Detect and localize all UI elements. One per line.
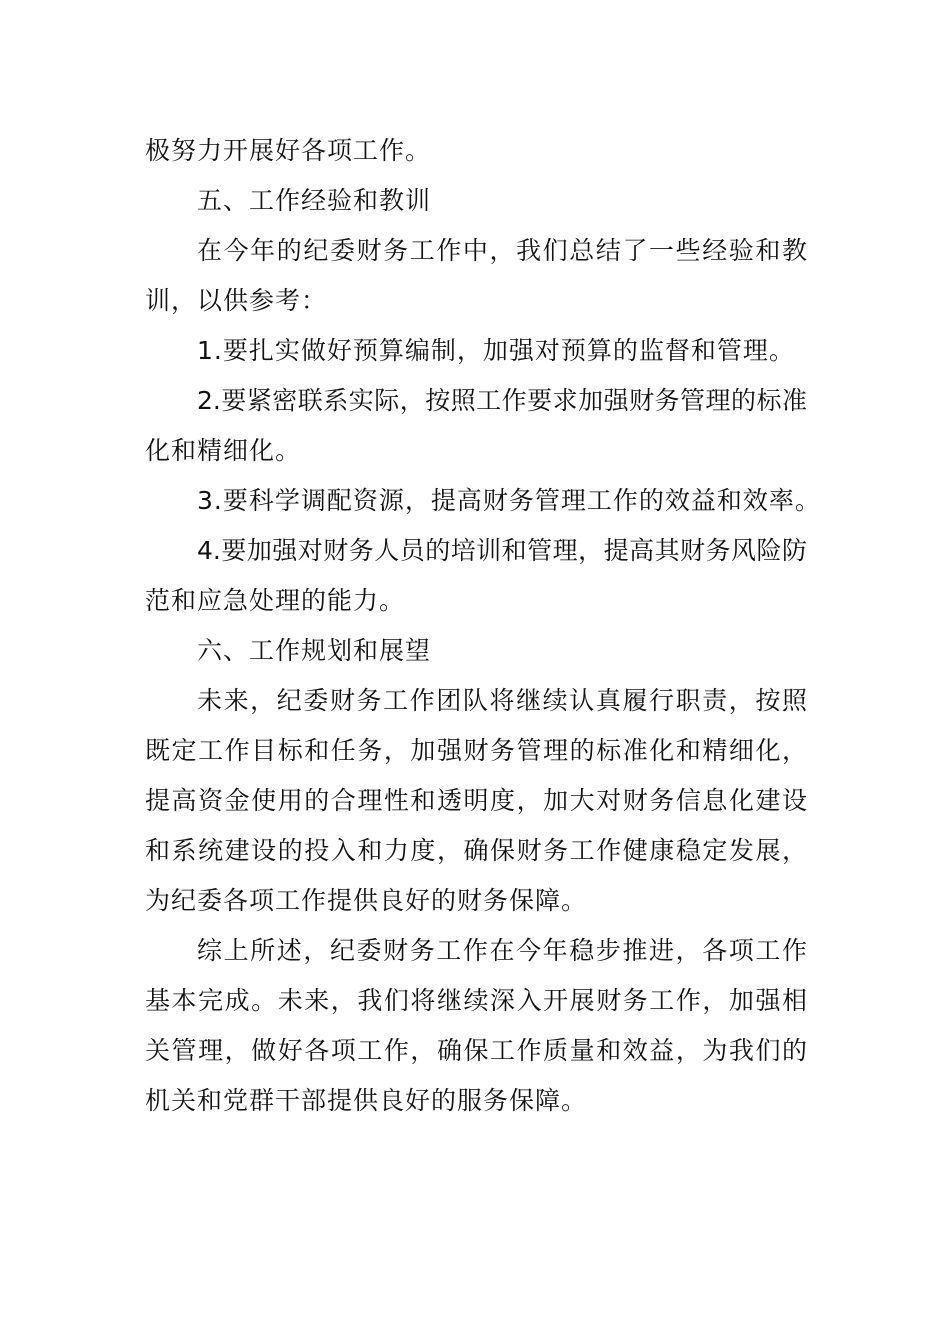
document-page (145, 126, 821, 1126)
text-line: 基本完成。未来，我们将继续深入开展财务工作，加强相 (145, 986, 807, 1015)
text-line: 为纪委各项工作提供良好的财务保障。 (145, 886, 588, 915)
text-line: 范和应急处理的能力。 (145, 586, 406, 615)
text-line: 1.要扎实做好预算编制，加强对预算的监督和管理。 (197, 336, 795, 365)
text-line: 六、工作规划和展望 (197, 636, 432, 665)
text-line: 提高资金使用的合理性和透明度，加大对财务信息化建设 (145, 786, 807, 815)
text-line: 化和精细化。 (145, 436, 302, 465)
text-line: 极努力开展好各项工作。 (145, 136, 432, 165)
text-line: 3.要科学调配资源，提高财务管理工作的效益和效率。 (197, 486, 821, 515)
text-line: 4.要加强对财务人员的培训和管理，提高其财务风险防 (197, 536, 807, 565)
text-line: 综上所述，纪委财务工作在今年稳步推进，各项工作 (197, 936, 807, 965)
text-line: 机关和党群干部提供良好的服务保障。 (145, 1086, 588, 1115)
text-line: 在今年的纪委财务工作中，我们总结了一些经验和教 (197, 236, 807, 265)
text-line: 训，以供参考： (145, 286, 328, 315)
text-line: 既定工作目标和任务，加强财务管理的标准化和精细化， (145, 736, 807, 765)
text-line: 关管理，做好各项工作，确保工作质量和效益，为我们的 (145, 1036, 807, 1065)
text-line: 五、工作经验和教训 (197, 186, 432, 215)
text-line: 未来，纪委财务工作团队将继续认真履行职责，按照 (197, 686, 807, 715)
text-line: 2.要紧密联系实际，按照工作要求加强财务管理的标准 (197, 386, 807, 415)
text-line: 和系统建设的投入和力度，确保财务工作健康稳定发展， (145, 836, 807, 865)
